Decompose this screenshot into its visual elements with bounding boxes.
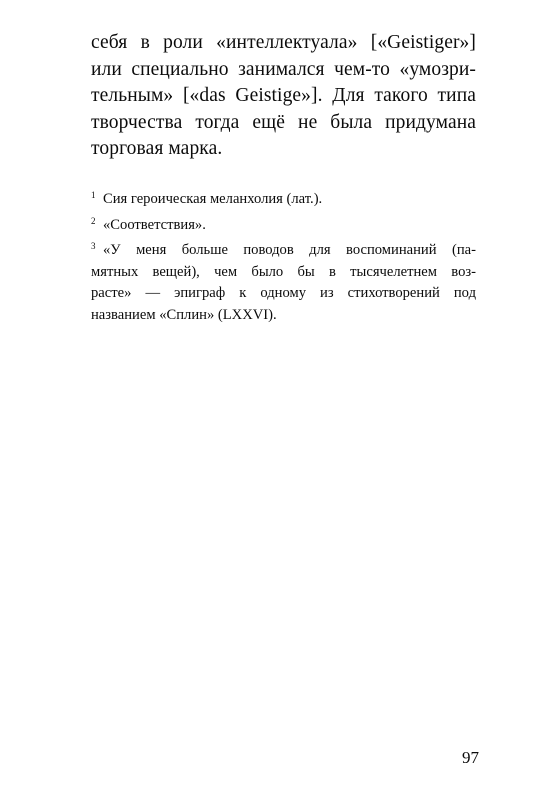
- body-line: творчества тогда ещё не была придумана: [91, 111, 476, 133]
- footnote-line: расте» — эпиграф к одному из стихотворений под: [91, 285, 476, 301]
- footnote-text: «У меня больше поводов для воспоминаний (па-: [103, 242, 476, 258]
- footnote-line: [91, 236, 476, 262]
- footnote-2: [91, 211, 476, 237]
- footnote-text: Сия героическая меланхолия (лат.).: [103, 191, 323, 207]
- footnote-1: [91, 185, 476, 211]
- footnote-text: «Соответствия».: [103, 216, 206, 233]
- footnote-line: мятных вещей), чем было бы в тысячелетнем воз-: [91, 263, 476, 280]
- body-line: тельным» [«das Geistige»]. Для такого типа: [91, 85, 476, 106]
- body-line: себя в роли «интеллектуала» [«Geistiger»]: [91, 32, 476, 53]
- footnote-marker: 1: [91, 190, 96, 200]
- body-line: торговая марка.: [91, 138, 223, 159]
- body-line: или специально занимался чем-то «умозри-: [91, 58, 476, 80]
- footnote-line: названием «Сплин» (LXXVI).: [91, 306, 277, 323]
- footnote-3: [91, 236, 476, 326]
- footnote-marker: 3: [91, 241, 96, 251]
- page-number: 97: [462, 748, 479, 767]
- body-paragraph: [91, 30, 476, 163]
- footnote-marker: 2: [91, 215, 96, 226]
- footnotes: [91, 185, 476, 326]
